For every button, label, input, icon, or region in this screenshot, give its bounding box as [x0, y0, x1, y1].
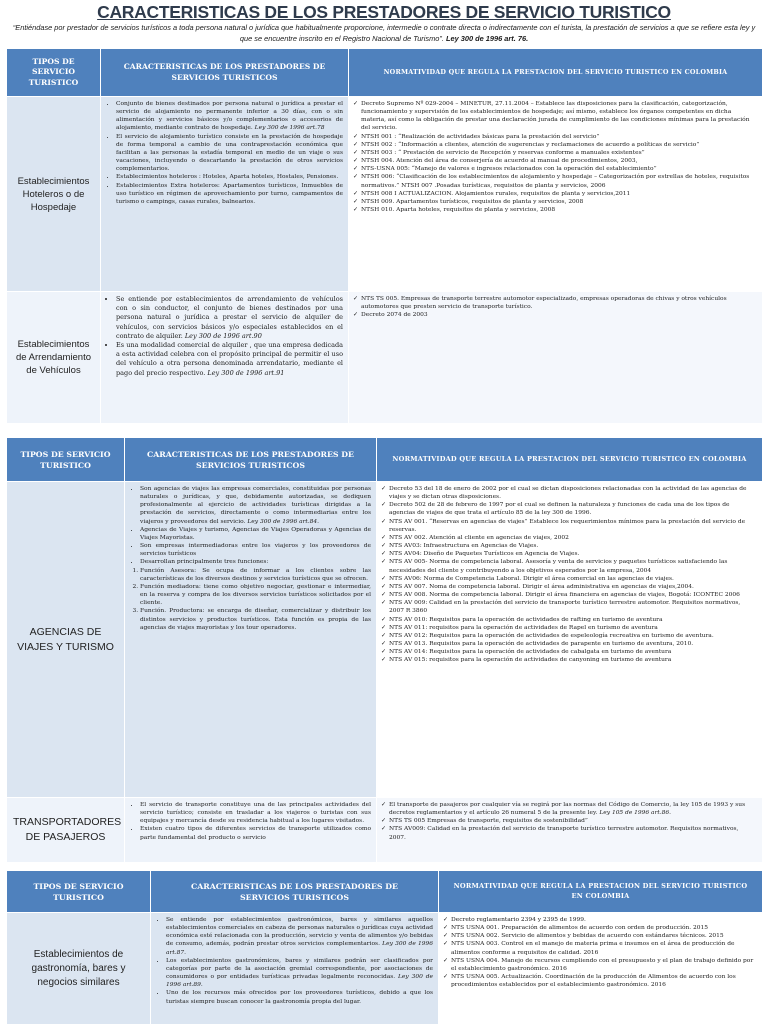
list-item: ✓ NTSH 002 : “Información a clientes, atención de sugerencias y reclamaciones de acuerdo a políticas de servicio” [361, 141, 756, 149]
header-service-types: TIPOS DE SERVICIO TURISTICO [7, 438, 125, 482]
list-item: ✓ NTSH 003 : “ Prestación de servicio de Recepción y reservas conforme a manuales existentes” [361, 149, 756, 157]
table-header [7, 871, 763, 913]
list-item: ✓ NTS AV06: Norma de Competencia Laboral. Dirigir el área comercial en las agencias de viajes. [389, 575, 756, 583]
list-item: • Desarrollan principalmente tres funciones: [140, 558, 371, 566]
table-block-1 [6, 48, 763, 424]
list-item: ✓ NTS AV04: Diseño de Paquetes Turísticos en Agencia de Viajes. [389, 550, 756, 558]
regulations-list [353, 100, 756, 214]
intro-quote: “Entiéndase por prestador de servicios turísticos a toda persona natural o jurídica que habitualmente proporcione, intermedie o contrate directa o indirectamente con el turista, la prestación de servicios a que se refiere esta ley y que se encuentre inscrito en el Registro Nacional de Turismo”. [12, 23, 756, 43]
table-header [7, 49, 763, 97]
list-item: 2. Función mediadora: tiene como objetivo negociar, gestionar e intermediar, en la reserva y compra de los diversos servicios turísticos solicitados por el cliente. [140, 583, 371, 607]
list-item: ✓ NTS AV03: Infraestructura en Agencias de Viajes. [389, 542, 756, 550]
list-item: ✓ NTS AV 009: Calidad en la prestación del servicio de transporte turístico terrestre automotor. Requisitos normativos, 2007 R 3860 [389, 599, 756, 615]
list-item: ✓ NTSH 008 I ACTUALIZACION. Alojamientos rurales, requisitos de planta y servicios,2011 [361, 190, 756, 198]
regulations-cell [349, 97, 763, 292]
list-item: • Conjunto de bienes destinados por persona natural o jurídica a prestar el servicio de alojamiento no permanente inferior a 30 días, con o sin alimentación y servicios básicos y/o complementarios o accesorios de alojamiento, mediante contrato de hospedaje. Ley 300 de 1996 art.78 [116, 100, 343, 133]
list-item: ✓ NTS USNA 004. Manejo de recursos cumpliendo con el presupuesto y el plan de trabajo definido por el establecimiento gastronómico. 2016 [451, 957, 756, 973]
list-item: ✓ NTS AV 001. “Reservas en agencias de viajes” Establece los requerimientos mínimos para la prestación del servicio de reservas. [389, 518, 756, 534]
list-item: ✓ NTS AV 010: Requisitos para la operación de actividades de rafting en turismo de aventura [389, 616, 756, 624]
list-item: • Agencias de Viajes y turismo, Agencias de Viajes Operadoras y Agencias de Viajes Mayoristas. [140, 526, 371, 542]
list-item: • Se entiende por establecimientos gastronómicos, bares y similares aquellos establecimientos comerciales en cabeza de personas naturales o jurídicas cuya actividad económica esté relacionada con la producción, servicio y venta de alimentos y/o bebidas de consumo, además, podrán prestar otros servicios complementarios. Ley 300 de 1996 art.87. [166, 916, 433, 957]
list-item: ✓ Decreto reglamentario 2394 y 2395 de 1999. [451, 916, 756, 924]
regulations-list [381, 485, 756, 664]
header-regulations: NORMATIVIDAD QUE REGULA LA PRESTACION DEL SERVICIO TURISTICO EN COLOMBIA [377, 438, 763, 482]
list-item: ✓ NTSH 004. Atención del área de conserjería de acuerdo al manual de procedimientos, 2003, [361, 157, 756, 165]
list-item: ✓ NTS-USNA 005: “Manejo de valores e ingresos relacionados con la operación del establecimiento” [361, 165, 756, 173]
list-item: ✓ NTS AV 005- Norma de competencia laboral. Asesoría y venta de servicios y paquetes turísticos satisfaciendo las necesidades del cliente y contribuyendo a los objetivos esperados por la empresa, 2004 [389, 558, 756, 574]
header-regulations: NORMATIVIDAD QUE REGULA LA PRESTACION DEL SERVICIO TURISTICO EN COLOMBIA [349, 49, 763, 97]
table-row [7, 798, 763, 863]
list-item: ✓ Decreto Supremo Nº 029-2004 – MINETUR, 27.11.2004 – Establece las disposiciones para la clasificación, categorización, funcionamiento y supervisión de los establecimientos de hospedaje; así mismo, establece los órganos competentes en dicha materia, así como la obligación de prestar una declaración jurada de cumplimiento de las condiciones mínimas para la prestación del servicio. [361, 100, 756, 133]
list-item: • Son agencias de viajes las empresas comerciales, constituidas por personas naturales o jurídicas, y que, debidamente autorizadas, se dediquen profesionalmente al ejercicio de actividades turísticas dirigidas a la prestación de servicios, directamente o como intermediarias entre los viajeros y proveedores del servicio. Ley 300 de 1996 art.84. [140, 485, 371, 526]
regulations-cell [377, 798, 763, 863]
service-type-cell: Establecimientos de gastronomía, bares y negocios similares [7, 913, 151, 1025]
regulations-list [353, 295, 756, 319]
characteristics-cell [125, 798, 377, 863]
list-item: ✓ Decreto 53 del 18 de enero de 2002 por el cual se dictan disposiciones relacionadas con la actividad de las agencias de viajes y se dictan otras disposiciones. [389, 485, 756, 501]
list-item: • Se entiende por establecimientos de arrendamiento de vehículos con o sin conductor, el conjunto de bienes destinados por una persona natural o jurídica a prestar el servicio de alquiler de vehículos, con servicios básicos y/o especiales establecidos en el contrato de alquiler. Ley 300 de 1996 art.90 [116, 295, 343, 341]
characteristics-cell [101, 292, 349, 424]
table-row [7, 913, 763, 1025]
service-type-cell: Establecimientos de Arrendamiento de Vehículos [7, 292, 101, 424]
list-item: ✓ NTS USNA 002. Servicio de alimentos y bebidas de acuerdo con estándares técnicos. 2015 [451, 932, 756, 940]
list-item: ✓ NTS AV 011: requisitos para la operación de actividades de Rapel en turismo de aventura [389, 624, 756, 632]
list-item: ✓ NTS USNA 001. Preparación de alimentos de acuerdo con orden de producción. 2015 [451, 924, 756, 932]
regulations-list [443, 916, 756, 989]
list-item: ✓ NTSH 006: “Clasificación de los establecimientos de alojamiento y hospedaje – Categorización por estrellas de hoteles, requisitos normativos.” NTSH 007 .Posadas turísticas, requisitos de planta y servicios, 2006 [361, 173, 756, 189]
regulations-cell [377, 482, 763, 798]
list-item: ✓ NTS USNA 005. Actualización. Coordinación de la producción de Alimentos de acuerdo con los procedimientos establecidos por el establecimiento gastronómico. 2016 [451, 973, 756, 989]
list-item: ✓ NTS TS 005 Empresas de transporte, requisitos de sostenibilidad” [389, 817, 756, 825]
header-characteristics: CARACTERISTICAS DE LOS PRESTADORES DE SERVICIOS TURISTICOS [101, 49, 349, 97]
intro-citation: Ley 300 de 1996 art. 76. [445, 33, 529, 43]
table-row [7, 292, 763, 424]
list-item: ✓ NTS TS 005. Empresas de transporte terrestre automotor especializado, empresas operadoras de chivas y otros vehículos automotores que presten servicio de transporte turístico. [361, 295, 756, 311]
header-characteristics: CARACTERISTICAS DE LOS PRESTADORES DE SERVICIOS TURISTICOS [151, 871, 439, 913]
service-type-cell: TRANSPORTADORES DE PASAJEROS [7, 798, 125, 863]
list-item: ✓ NTS AV 015: requisitos para la operación de actividades de canyoning en turismo de aventura [389, 656, 756, 664]
regulations-cell [439, 913, 763, 1025]
list-item: 1. Función Asesora: Se ocupa de informar a los clientes sobre las características de los diversos destinos y servicios turísticos que se ofrecen. [140, 567, 371, 583]
list-item: ✓ NTS AV 007. Noma de competencia laboral. Dirigir el área administrativa en agencias de viajes,2004. [389, 583, 756, 591]
regulations-cell [349, 292, 763, 424]
service-type-cell: AGENCIAS DE VIAJES Y TURISMO [7, 482, 125, 798]
characteristics-cell [101, 97, 349, 292]
characteristics-list [155, 916, 433, 1006]
list-item: ✓ NTS AV 014: Requisitos para la operación de actividades de cabalgata en turismo de aventura [389, 648, 756, 656]
list-item: ✓ NTS AV 013. Requisitos para la operación de actividades de parapente en turismo de aventura, 2010. [389, 640, 756, 648]
table-header [7, 438, 763, 482]
header-characteristics: CARACTERISTICAS DE LOS PRESTADORES DE SERVICIOS TURISTICOS [125, 438, 377, 482]
characteristics-cell [125, 482, 377, 798]
list-item: ✓ NTS AV009: Calidad en la prestación del servicio de transporte turístico terrestre automotor. Requisitos normativos, 2007. [389, 825, 756, 841]
list-item: ✓ NTS AV 012: Requisitos para la operación de actividades de espeleología recreativa en turismo de aventura. [389, 632, 756, 640]
functions-list [129, 567, 371, 632]
header-service-types: TIPOS DE SERVICIO TURISTICO [7, 49, 101, 97]
header-regulations: NORMATIVIDAD QUE REGULA LA PRESTACION DEL SERVICIO TURISTICO EN COLOMBIA [439, 871, 763, 913]
list-item: ✓ NTSH 010. Aparta hoteles, requisitos de planta y servicios, 2008 [361, 206, 756, 214]
table-row [7, 97, 763, 292]
page-title: CARACTERISTICAS DE LOS PRESTADORES DE SERVICIO TURISTICO [97, 2, 671, 22]
list-item: • El servicio de transporte constituye una de las principales actividades del servicio turístico; consiste en trasladar a los viajeros o turistas con sus equipajes y mercancía desde su residencia habitual a los lugares visitados. [140, 801, 371, 825]
list-item: ✓ NTS USNA 003. Control en el manejo de materia prima e insumos en el área de producción de alimentos conforme a requisitos de calidad. 2016 [451, 940, 756, 956]
list-item: • Uno de los recursos más ofrecidos por los proveedores turísticos, debido a que los turistas siempre buscan conocer la gastronomía propia del lugar. [166, 989, 433, 1005]
list-item: 3. Función. Productora: se encarga de diseñar, comercializar y distribuir los distintos servicios y productos turísticos. Esta función es propia de las agencias de viajes mayoristas y los tour operadores. [140, 607, 371, 631]
list-item: • Establecimientos Extra hoteleros: Apartamentos turísticos, Inmuebles de uso turístico en régimen de aprovechamiento por turno, campamentos de turismo o campings, casas rurales, balnearios. [116, 182, 343, 206]
characteristics-list [105, 100, 343, 206]
list-item: ✓ NTS AV 008. Norma de competencia laboral. Dirigir el área financiera en agencias de viajes, Bogotá: ICONTEC 2006 [389, 591, 756, 599]
characteristics-list [129, 801, 371, 842]
list-item: • Los establecimientos gastronómicos, bares y similares podrán ser clasificados por categorías por parte de la asociación gremial correspondiente, por asociaciones de consumidores o por entidades turísticas privadas legalmente reconocidas. Ley 300 de 1996 art.89. [166, 957, 433, 990]
list-item: • Es una modalidad comercial de alquiler , que una empresa dedicada a esta actividad celebra con el propósito principal de permitir el uso del vehículo a otra persona denominada arrendatario, mediante el pago del precio respectivo. Ley 300 de 1996 art.91 [116, 341, 343, 378]
characteristics-list [129, 485, 371, 567]
list-item: • El servicio de alojamiento turístico consiste en la prestación de hospedaje de forma temporal a cambio de una contraprestación económica que facilitan a las personas la estadía temporal en medio de un viaje o sus vacaciones, incluyendo o descartando la prestación de otros servicios complementarios. [116, 133, 343, 174]
characteristics-cell [151, 913, 439, 1025]
header-service-types: TIPOS DE SERVICIO TURISTICO [7, 871, 151, 913]
list-item: ✓ NTSH 001 : “Realización de actividades básicas para la prestación del servicio” [361, 133, 756, 141]
list-item: • Son empresas intermediadoras entre los viajeros y los proveedores de servicios turísticos [140, 542, 371, 558]
table-row [7, 482, 763, 798]
list-item: • Establecimientos hoteleros : Hoteles, Aparta hoteles, Hostales, Pensiones. [116, 173, 343, 181]
table-block-2 [6, 437, 763, 863]
characteristics-list [105, 295, 343, 378]
list-item: ✓ NTS AV 002. Atención al cliente en agencias de viajes, 2002 [389, 534, 756, 542]
list-item: • Existen cuatro tipos de diferentes servicios de transporte utilizados como parte fundamental del producto o servicio [140, 825, 371, 841]
list-item: ✓ Decreto 502 de 28 de febrero de 1997 por el cual se definen la naturaleza y funciones de cada una de los tipos de agencias de viajes de que trata el artículo 85 de la ley 300 de 1996. [389, 501, 756, 517]
service-type-cell: Establecimientos Hoteleros o de Hospedaje [7, 97, 101, 292]
regulations-list [381, 801, 756, 842]
table-block-3 [6, 870, 763, 1025]
list-item: ✓ Decreto 2074 de 2003 [361, 311, 756, 319]
list-item: ✓ El transporte de pasajeros por cualquier vía se regirá por las normas del Código de Comercio, la ley 105 de 1993 y sus decretos reglamentarios y el artículo 26 numeral 5 de la presente ley. Ley 105 de 1996 art.86. [389, 801, 756, 817]
intro-definition [10, 23, 758, 44]
list-item: ✓ NTSH 009. Apartamentos turísticos, requisitos de planta y servicios, 2008 [361, 198, 756, 206]
